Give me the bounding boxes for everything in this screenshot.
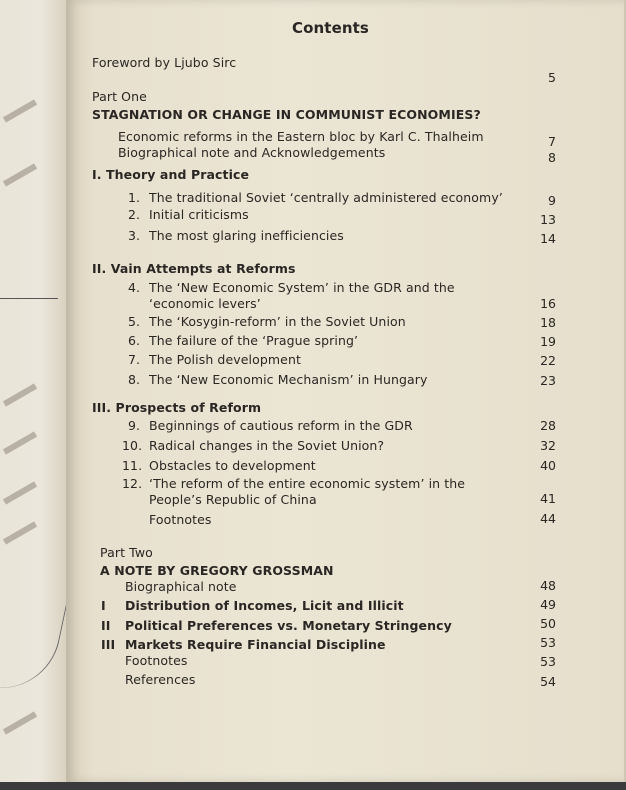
chapter-title: Obstacles to development — [149, 458, 316, 473]
chapter-number: 8. — [128, 372, 141, 387]
chapter-title: ‘economic levers’ — [149, 296, 261, 311]
chapter-number: 4. — [128, 280, 141, 295]
chapter-title: The most glaring inefficiencies — [149, 228, 344, 243]
page-number: 8 — [548, 150, 556, 165]
chapter-title: Footnotes — [149, 512, 212, 527]
table-surface — [0, 782, 626, 790]
chapter-title: The ‘New Economic System’ in the GDR and the — [149, 280, 455, 295]
page-number: 53 — [540, 654, 556, 669]
chapter-title: The ‘New Economic Mechanism’ in Hungary — [149, 372, 428, 387]
chapter-number: 3. — [128, 228, 141, 243]
page-number: 23 — [540, 373, 556, 388]
chapter-number: 6. — [128, 333, 141, 348]
page-number: 16 — [540, 296, 556, 311]
facing-page-text-fragment — [3, 99, 37, 122]
part-one-heading: STAGNATION OR CHANGE IN COMMUNIST ECONOMIES? — [92, 107, 481, 122]
chapter-title: Distribution of Incomes, Licit and Illicit — [125, 598, 404, 613]
part-two-heading: A NOTE BY GREGORY GROSSMAN — [100, 563, 334, 578]
page-number: 18 — [540, 315, 556, 330]
page-number: 32 — [540, 438, 556, 453]
chapter-title: Initial criticisms — [149, 207, 249, 222]
page-number: 19 — [540, 334, 556, 349]
section-heading: I. Theory and Practice — [92, 167, 250, 182]
chapter-number: 5. — [128, 314, 141, 329]
page-title: Contents — [292, 19, 369, 37]
page-number: 5 — [548, 70, 556, 85]
facing-page-text-fragment — [3, 431, 37, 454]
page-number: 13 — [540, 212, 556, 227]
page-number: 41 — [540, 491, 556, 506]
facing-page-text-fragment — [3, 163, 37, 186]
chapter-number: 7. — [128, 352, 141, 367]
facing-page-rule — [0, 298, 58, 299]
page-number: 40 — [540, 458, 556, 473]
chapter-number: III — [101, 637, 116, 652]
chapter-number: 10. — [122, 438, 143, 453]
chapter-title: References — [125, 672, 196, 687]
chapter-title: Markets Require Financial Discipline — [125, 637, 386, 652]
facing-page-edge — [0, 0, 68, 790]
chapter-title: Footnotes — [125, 653, 188, 668]
page-number: 14 — [540, 231, 556, 246]
page-number: 28 — [540, 418, 556, 433]
chapter-number: 9. — [128, 418, 141, 433]
chapter-number: I — [101, 598, 106, 613]
foreword-entry: Foreword by Ljubo Sirc — [92, 55, 237, 70]
section-heading: III. Prospects of Reform — [92, 400, 262, 415]
chapter-number: 1. — [128, 190, 141, 205]
chapter-title: People’s Republic of China — [149, 492, 317, 507]
facing-page-text-fragment — [3, 383, 37, 406]
chapter-title: Political Preferences vs. Monetary Stringency — [125, 618, 452, 633]
page-number: 49 — [540, 597, 556, 612]
chapter-number: 11. — [122, 458, 143, 473]
chapter-title: Biographical note — [125, 579, 237, 594]
chapter-title: The traditional Soviet ‘centrally administered economy’ — [149, 190, 503, 205]
intro-entry: Economic reforms in the Eastern bloc by Karl C. Thalheim — [118, 129, 484, 144]
chapter-title: The ‘Kosygin-reform’ in the Soviet Union — [149, 314, 406, 329]
page-number: 54 — [540, 674, 556, 689]
section-heading: II. Vain Attempts at Reforms — [92, 261, 296, 276]
chapter-number: 2. — [128, 207, 141, 222]
page-number: 50 — [540, 616, 556, 631]
chapter-number: 12. — [122, 476, 143, 491]
facing-page-text-fragment — [3, 711, 37, 734]
page-number: 22 — [540, 353, 556, 368]
chapter-title: The failure of the ‘Prague spring’ — [149, 333, 359, 348]
chapter-title: The Polish development — [149, 352, 301, 367]
chapter-number: II — [101, 618, 111, 633]
chapter-title: Radical changes in the Soviet Union? — [149, 438, 385, 453]
chapter-title: Beginnings of cautious reform in the GDR — [149, 418, 413, 433]
part-one-label: Part One — [92, 89, 147, 104]
page-number: 9 — [548, 193, 556, 208]
page-number: 53 — [540, 635, 556, 650]
page-number: 48 — [540, 578, 556, 593]
page-number: 44 — [540, 511, 556, 526]
page-number: 7 — [548, 134, 556, 149]
part-two-label: Part Two — [100, 545, 153, 560]
chapter-title: ‘The reform of the entire economic system’ in the — [149, 476, 466, 491]
intro-entry: Biographical note and Acknowledgements — [118, 145, 386, 160]
